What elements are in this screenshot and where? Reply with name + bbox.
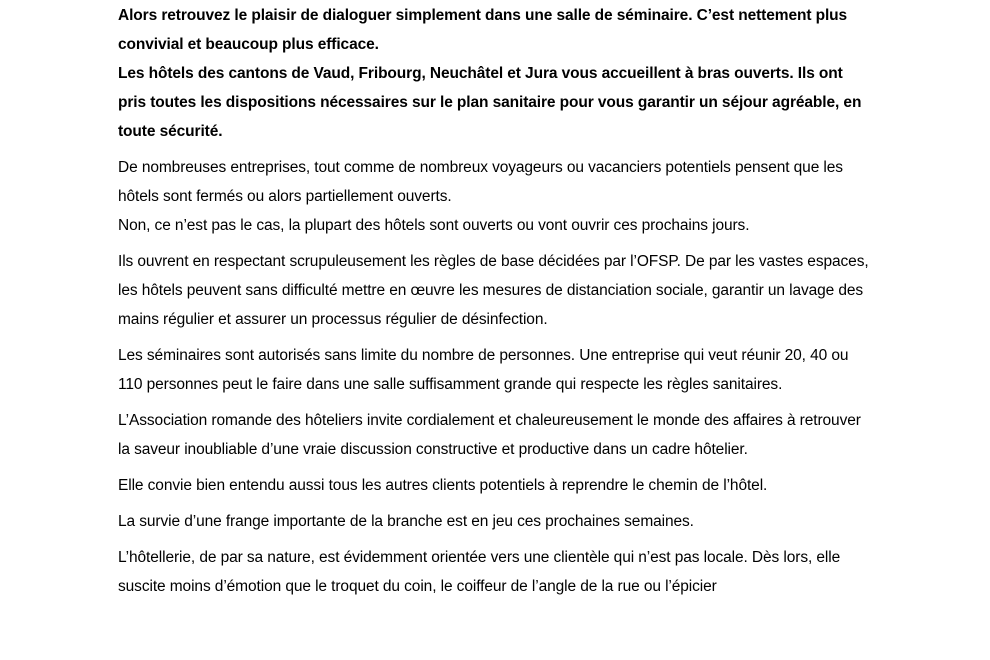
text-line: L’hôtellerie, de par sa nature, est évidemment orientée vers une clientèle qui n’est pas locale. Dès lors, elle suscite moins d’émotion que le troquet du coin, le coiffeur de l’angle de la rue ou l’épicier	[118, 549, 841, 595]
paragraph-survie-branche	[118, 507, 870, 536]
text-line: Non, ce n’est pas le cas, la plupart des hôtels sont ouverts ou vont ouvrir ces prochains jours.	[118, 217, 750, 234]
text-line: De nombreuses entreprises, tout comme de nombreux voyageurs ou vacanciers potentiels pensent que les hôtels sont fermés ou alors partiellement ouverts.	[118, 159, 843, 205]
text-line: L’Association romande des hôteliers invite cordialement et chaleureusement le monde des affaires à retrouver la saveur inoubliable d’une vraie discussion constructive et productive dans un cadre hôtelier.	[118, 412, 861, 458]
paragraph-intro-bold	[118, 1, 870, 146]
text-line: Ils ouvrent en respectant scrupuleusement les règles de base décidées par l’OFSP. De par les vastes espaces, les hôtels peuvent sans difficulté mettre en œuvre les mesures de distanciation sociale, garantir un lavage des mains régulier et assurer un processus régulier de désinfection.	[118, 253, 869, 328]
text-line: Alors retrouvez le plaisir de dialoguer simplement dans une salle de séminaire. C’est nettement plus convivial et beaucoup plus efficace.	[118, 7, 848, 53]
text-line: Elle convie bien entendu aussi tous les autres clients potentiels à reprendre le chemin de l’hôtel.	[118, 477, 768, 494]
paragraph-association	[118, 406, 870, 464]
paragraph-convie-clients	[118, 471, 870, 500]
paragraph-ofsp-regles	[118, 247, 870, 334]
text-line: Les séminaires sont autorisés sans limite du nombre de personnes. Une entreprise qui veut réunir 20, 40 ou 110 personnes peut le faire dans une salle suffisamment grande qui respecte les règles sanitaires.	[118, 347, 849, 393]
text-line: Les hôtels des cantons de Vaud, Fribourg, Neuchâtel et Jura vous accueillent à bras ouverts. Ils ont pris toutes les dispositions nécessaires sur le plan sanitaire pour vous garantir un séjour agréable, en toute sécurité.	[118, 65, 862, 140]
paragraph-seminaires	[118, 341, 870, 399]
paragraph-hotellerie-clientele	[118, 543, 870, 601]
paragraph-entreprises	[118, 153, 870, 240]
text-line: La survie d’une frange importante de la branche est en jeu ces prochaines semaines.	[118, 513, 694, 530]
